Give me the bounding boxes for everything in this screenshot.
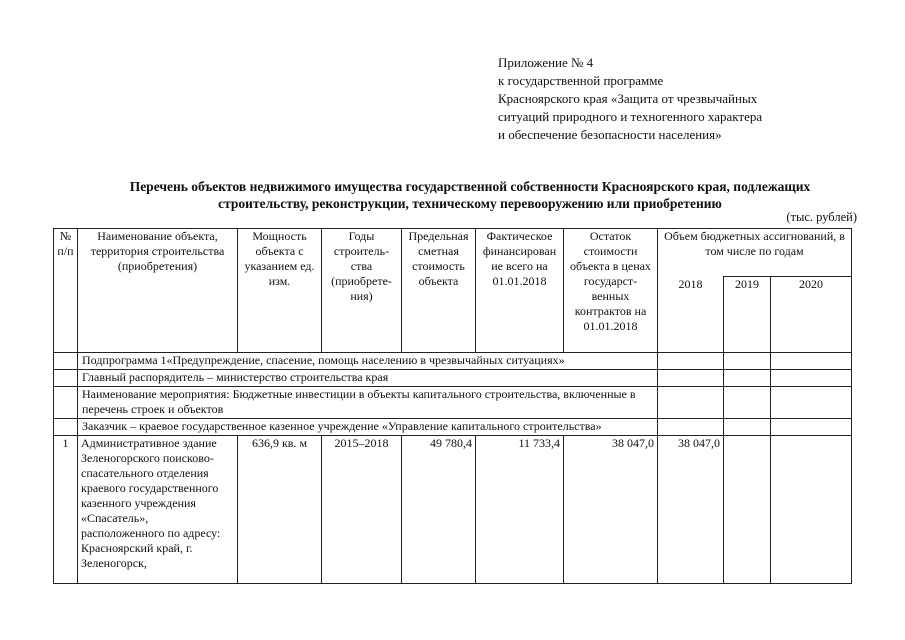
title-line-2: строительству, реконструкции, техническому перевооружению или приобретению [218,196,722,211]
empty-cell [771,419,852,436]
header-cost: Предельная сметная стоимость объекта [402,229,476,353]
empty-cell [724,419,771,436]
empty-cell [658,353,724,370]
empty-cell [771,387,852,419]
section-manager: Главный распорядитель – министерство строительства края [78,370,658,387]
empty-cell [658,387,724,419]
row-actual: 11 733,4 [476,436,564,584]
row-num: 1 [54,436,78,584]
header-years: Годы строитель-ства (приобрете-ния) [322,229,402,353]
row-years: 2015–2018 [322,436,402,584]
empty-cell [771,353,852,370]
row-cost: 49 780,4 [402,436,476,584]
appendix-line: ситуаций природного и техногенного характера [498,109,763,124]
empty-cell [724,353,771,370]
unit-label: (тыс. рублей) [786,210,857,224]
empty-cell [54,370,78,387]
header-actual: Фактическое финансирован ие всего на 01.01.2018 [476,229,564,353]
empty-cell [54,419,78,436]
row-2019 [724,436,771,584]
empty-cell [54,387,78,419]
document-title [60,178,880,212]
header-year-2018: 2018 [658,277,724,353]
header-remainder: Остаток стоимости объекта в ценах государст-венных контрактов на 01.01.2018 [564,229,658,353]
section-activity: Наименование мероприятия: Бюджетные инвестиции в объекты капитального строительства, включенные в перечень строек и объектов [78,387,658,419]
row-2020 [771,436,852,584]
empty-cell [658,419,724,436]
header-capacity: Мощность объекта с указанием ед. изм. [238,229,322,353]
header-name: Наименование объекта, территория строительства (приобретения) [78,229,238,353]
objects-table [53,228,852,584]
header-year-2019: 2019 [724,277,771,353]
table-row [54,436,852,584]
row-capacity: 636,9 кв. м [238,436,322,584]
section-customer: Заказчик – краевое государственное казенное учреждение «Управление капитального строительства» [78,419,658,436]
empty-cell [54,353,78,370]
appendix-line: и обеспечение безопасности населения» [498,127,722,142]
appendix-line: к государственной программе [498,73,664,88]
appendix-block [498,54,762,144]
empty-cell [658,370,724,387]
row-remainder: 38 047,0 [564,436,658,584]
appendix-line: Красноярского края «Защита от чрезвычайных [498,91,758,106]
empty-cell [724,370,771,387]
row-2018: 38 047,0 [658,436,724,584]
appendix-line: Приложение № 4 [498,55,594,70]
section-subprogram: Подпрограмма 1«Предупреждение, спасение, помощь населению в чрезвычайных ситуациях» [78,353,658,370]
header-num: № п/п [54,229,78,353]
empty-cell [771,370,852,387]
title-line-1: Перечень объектов недвижимого имущества государственной собственности Красноярского края, подлежащих [129,179,811,194]
header-year-2020: 2020 [771,277,852,353]
empty-cell [724,387,771,419]
header-budget: Объем бюджетных ассигнований, в том числе по годам [658,229,852,277]
row-name: Административное здание Зеленогорского поисково-спасательного отделения краевого государственного казенного учреждения «Спасатель», расположенного по адресу: Красноярский край, г. Зеленогорск, [78,436,238,584]
